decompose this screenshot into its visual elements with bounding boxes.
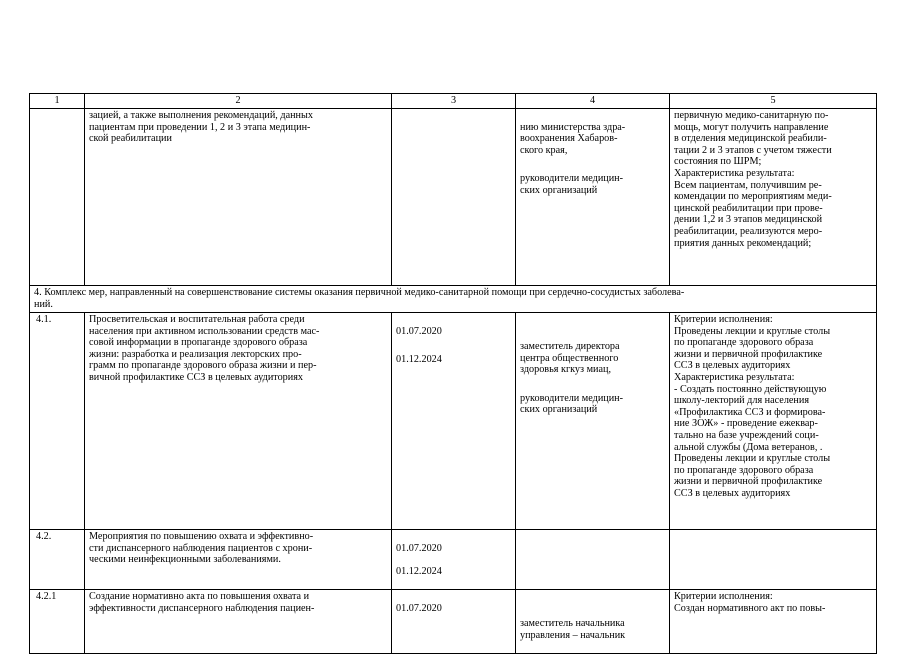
start-date: 01.07.2020 [396,542,442,554]
activity-description: зацией, а также выполнения рекомендаций, данных пациентам при проведении 1, 2 и 3 этапа медицин- ской реабилитации [85,109,392,286]
column-number-row [30,94,877,109]
end-date: 01.12.2024 [396,565,442,577]
section-heading: 4. Комплекс мер, направленный на совершенствование системы оказания первичной медико-санитарной помощи при сердечно-сосудистых заболева- ний. [30,286,877,313]
table-row [30,589,877,653]
activity-description: Создание нормативно акта по повышения охвата и эффективности диспансерного наблюдения пациен- [85,589,392,653]
responsible-text: нию министерства здра- воохранения Хабаров- ского края, [520,121,626,156]
column-number-4: 4 [516,94,670,109]
deadline-cell [392,589,516,653]
column-number-5: 5 [670,94,877,109]
responsible-cell [516,589,670,653]
responsible-text: руководители медицин- ских организаций [520,172,624,196]
row-number: 4.2. [30,530,85,590]
responsible-text: руководители медицин- ских организаций [520,392,624,416]
result-text: Критерии исполнения: Создан нормативного акт по повы- [670,589,877,653]
continuation-row [30,109,877,286]
column-number-2: 2 [85,94,392,109]
start-date: 01.07.2020 [396,325,442,337]
result-text: Критерии исполнения: Проведены лекции и круглые столы по пропаганде здорового образа жизни и первичной профилактике ССЗ в целевых аудиториях Характеристика результата: - Создать постоянно действующую школу-лекторий для населения «Профилактика ССЗ и формирова- ние ЗОЖ» - проведение ежеквар- тально на базе учреждений соци- альной службы (Дома ветеранов, . Проведены лекции и круглые столы по пропаганде здорового образа жизни и первичной профилактике ССЗ в целевых аудиториях [670,313,877,530]
row-number: 4.1. [30,313,85,530]
column-number-1: 1 [30,94,85,109]
column-number-3: 3 [392,94,516,109]
table-row [30,530,877,590]
table-row [30,313,877,530]
row-number-cell [30,109,85,286]
section-row [30,286,877,313]
responsible-text: заместитель начальника управления – начальник [520,618,626,641]
activity-description: Просветительская и воспитательная работа среди населения при активном использовании средств мас- совой информации в пропаганде здорового образа жизни: разработка и реализация лекторских про- грамм по пропаганде здорового образа жизни и пер- вичной профилактике ССЗ в целевых аудиториях [85,313,392,530]
deadline-cell [392,530,516,590]
deadline-cell [392,313,516,530]
start-date: 01.07.2020 [396,602,442,614]
responsible-text: заместитель директора центра общественного здоровья кгкуз миац, [520,341,620,376]
result-text: первичную медико-санитарную по- мощь, могут получить направление в отделения медицинской реабили- тации 2 и 3 этапов с учетом тяжести состояния по ШРМ; Характеристика результата: Всем пациентам, получившим ре- комендации по мероприятиям меди- цинской реабилитации при прове- дении 1,2 и 3 этапов медицинской реабилитации, реализуются меро- приятия данных рекомендаций; [670,109,877,286]
responsible-cell [516,313,670,530]
row-number: 4.2.1 [30,589,85,653]
deadline-cell [392,109,516,286]
activity-description: Мероприятия по повышению охвата и эффективно- сти диспансерного наблюдения пациентов с хрони- ческими неинфекционными заболеваниями. [85,530,392,590]
plan-table [29,93,877,654]
result-text [670,530,877,590]
end-date: 01.12.2024 [396,353,442,365]
responsible-cell [516,530,670,590]
responsible-cell [516,109,670,286]
